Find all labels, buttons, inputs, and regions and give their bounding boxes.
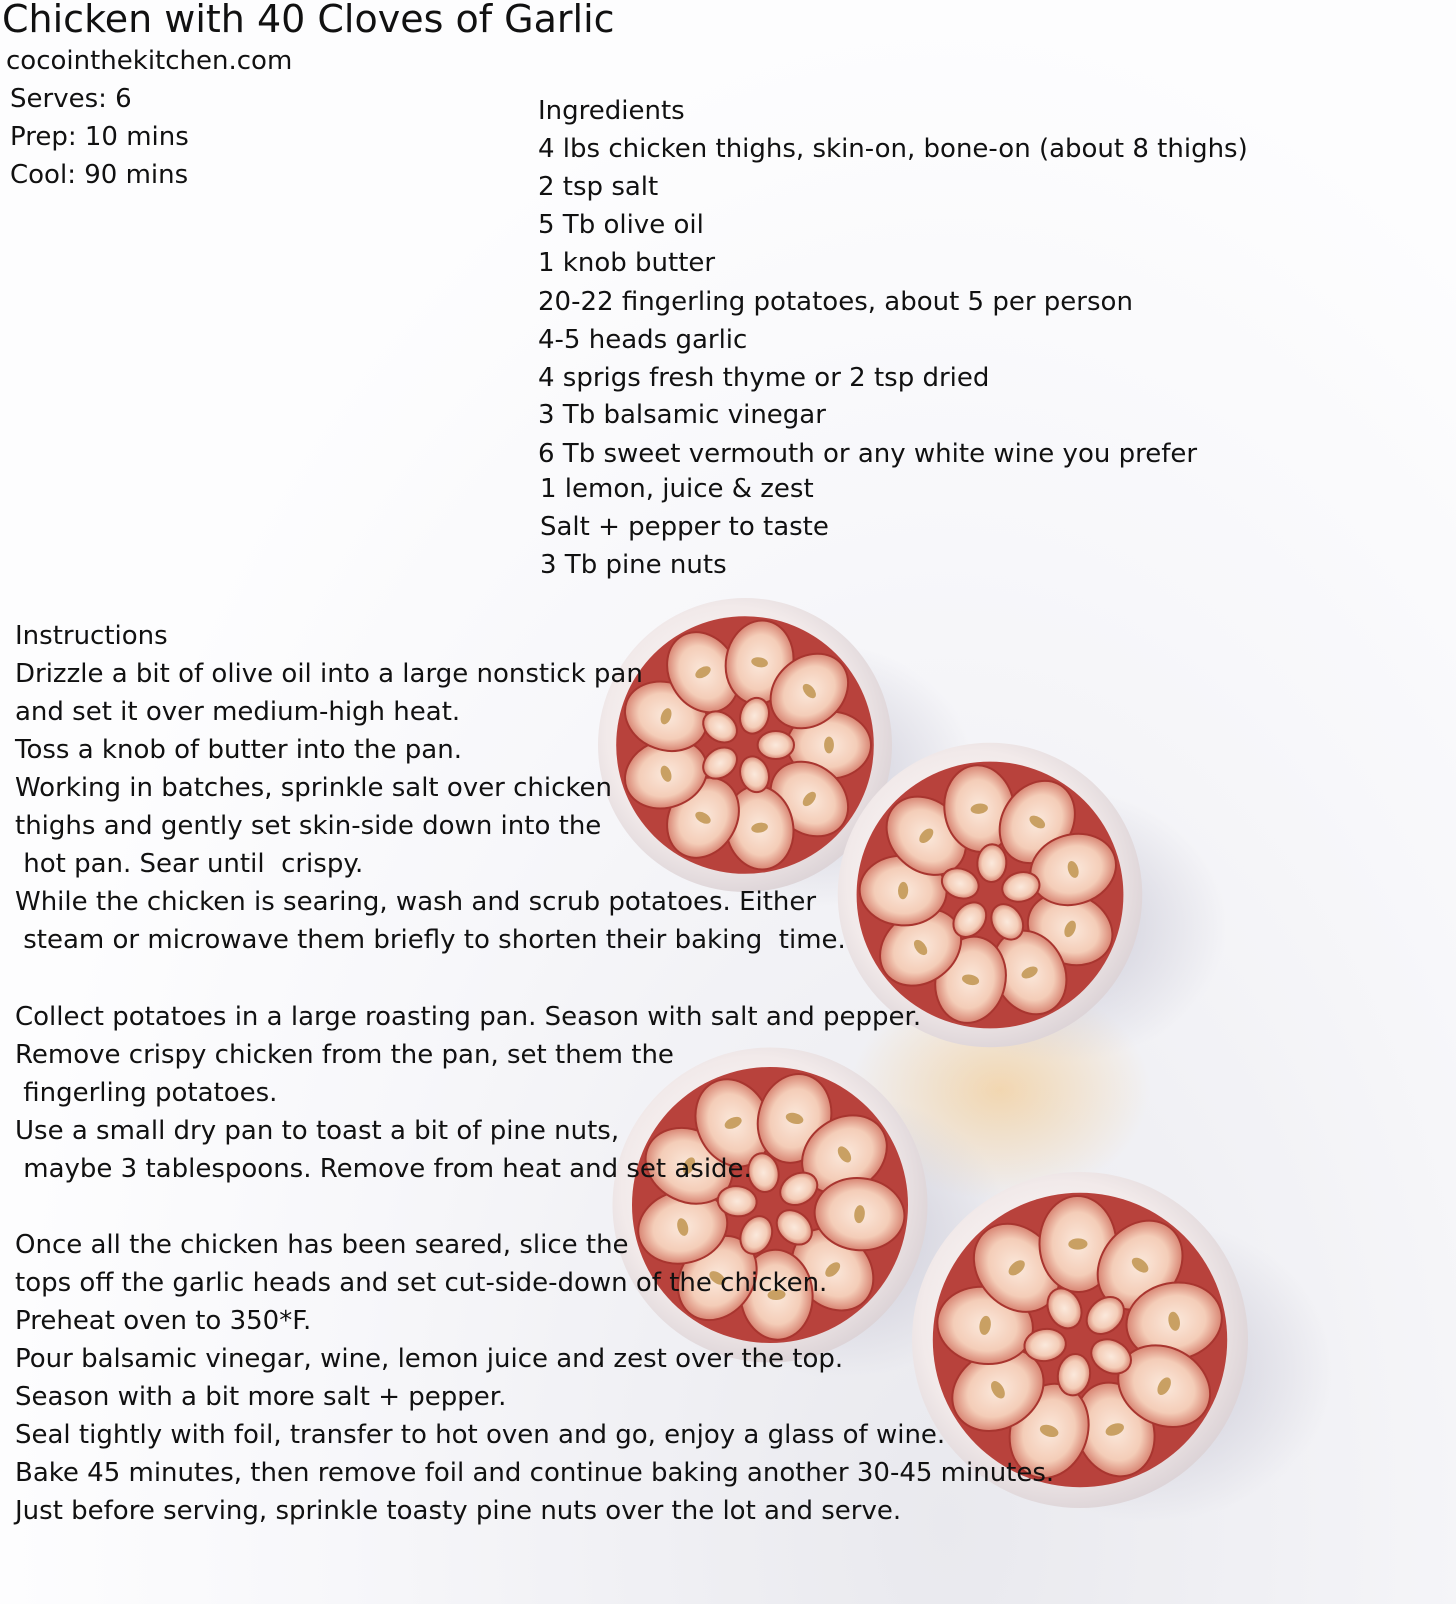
ingredient-item: Salt + pepper to taste bbox=[540, 512, 829, 542]
instruction-line: Drizzle a bit of olive oil into a large nonstick pan bbox=[15, 659, 643, 689]
ingredient-item: 4 sprigs fresh thyme or 2 tsp dried bbox=[538, 363, 990, 393]
instruction-line: hot pan. Sear until crispy. bbox=[15, 849, 364, 879]
source-website: cocointhekitchen.com bbox=[6, 46, 293, 76]
instruction-line: tops off the garlic heads and set cut-side-down of the chicken. bbox=[15, 1268, 828, 1298]
garlic-clove bbox=[758, 731, 794, 759]
instruction-line: Working in batches, sprinkle salt over chicken bbox=[15, 773, 613, 803]
instruction-line: Just before serving, sprinkle toasty pine nuts over the lot and serve. bbox=[15, 1496, 902, 1526]
prep-time: Prep: 10 mins bbox=[10, 122, 189, 152]
cool-time: Cool: 90 mins bbox=[10, 160, 189, 190]
instruction-line: maybe 3 tablespoons. Remove from heat and set aside. bbox=[15, 1154, 752, 1184]
instruction-line: steam or microwave them briefly to shorten their baking time. bbox=[15, 925, 846, 955]
instruction-line: and set it over medium-high heat. bbox=[15, 697, 461, 727]
instruction-line: Preheat oven to 350*F. bbox=[15, 1306, 312, 1336]
ingredient-item: 4-5 heads garlic bbox=[538, 325, 748, 355]
instruction-line: Use a small dry pan to toast a bit of pine nuts, bbox=[15, 1116, 620, 1146]
instruction-line: Remove crispy chicken from the pan, set them the bbox=[15, 1040, 674, 1070]
instruction-line: thighs and gently set skin-side down into the bbox=[15, 811, 602, 841]
instruction-line: While the chicken is searing, wash and scrub potatoes. Either bbox=[15, 887, 817, 917]
instruction-line: Seal tightly with foil, transfer to hot oven and go, enjoy a glass of wine. bbox=[15, 1420, 946, 1450]
instructions-heading: Instructions bbox=[15, 621, 168, 651]
serves-info: Serves: 6 bbox=[10, 84, 132, 114]
ingredient-item: 3 Tb balsamic vinegar bbox=[538, 400, 826, 430]
ingredient-item: 1 knob butter bbox=[538, 248, 716, 278]
instruction-line: Toss a knob of butter into the pan. bbox=[15, 735, 462, 765]
ingredients-heading: Ingredients bbox=[538, 96, 685, 126]
ingredient-item: 20-22 fingerling potatoes, about 5 per person bbox=[538, 287, 1133, 317]
instruction-line: Once all the chicken has been seared, slice the bbox=[15, 1230, 629, 1260]
instruction-line: fingerling potatoes. bbox=[15, 1078, 278, 1108]
ingredient-item: 5 Tb olive oil bbox=[538, 210, 704, 240]
ingredient-item: 3 Tb pine nuts bbox=[540, 550, 727, 580]
ingredient-item: 2 tsp salt bbox=[538, 172, 659, 202]
recipe-title: Chicken with 40 Cloves of Garlic bbox=[2, 0, 615, 41]
instruction-line: Bake 45 minutes, then remove foil and continue baking another 30-45 minutes. bbox=[15, 1458, 1055, 1488]
instruction-line: Season with a bit more salt + pepper. bbox=[15, 1382, 507, 1412]
instruction-line: Pour balsamic vinegar, wine, lemon juice and zest over the top. bbox=[15, 1344, 844, 1374]
ingredient-item: 6 Tb sweet vermouth or any white wine you prefer bbox=[538, 439, 1198, 469]
instruction-line: Collect potatoes in a large roasting pan. Season with salt and pepper. bbox=[15, 1002, 922, 1032]
ingredient-item: 4 lbs chicken thighs, skin-on, bone-on (about 8 thighs) bbox=[538, 134, 1248, 164]
ingredient-item: 1 lemon, juice & zest bbox=[540, 474, 814, 504]
